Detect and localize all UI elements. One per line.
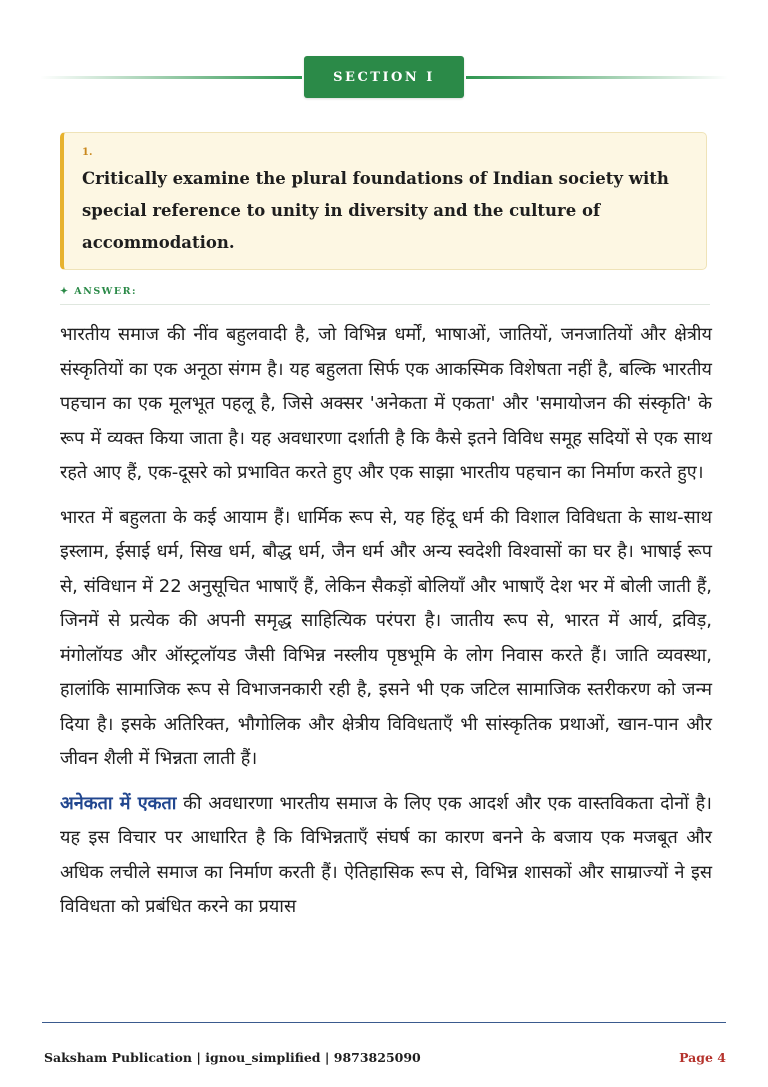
answer-paragraph-2: भारत में बहुलता के कई आयाम हैं। धार्मिक रूप से, यह हिंदू धर्म की विशाल विविधता के साथ-साथ इस्लाम, ईसाई धर्म, सिख धर्म, बौद्ध धर्म, जैन धर्म और अन्य स्वदेशी विश्वासों का घर है। भाषाई रूप से, संविधान में 22 अनुसूचित भाषाएँ हैं, लेकिन सैकड़ों बोलियाँ और भाषाएँ देश भर में बोली जाती हैं, जिनमें से प्रत्येक की अपनी समृद्ध साहित्यिक परंपरा है। जातीय रूप से, भारत में आर्य, द्रविड़, मंगोलॉयड और ऑस्ट्रलॉयड जैसी विभिन्न नस्लीय पृष्ठभूमि के लोग निवास करते हैं। जाति व्यवस्था, हालांकि सामाजिक रूप से विभाजनकारी रही है, इसने भी एक जटिल सामाजिक स्तरीकरण को जन्म दिया है। इसके अतिरिक्त, भौगोलिक और क्षेत्रीय विविधताएँ भी सांस्कृतिक प्रथाओं, खान-पान और जीवन शैली में भिन्नता लाती हैं। <box>60 506 712 769</box>
answer-label: ✦ ANSWER: <box>60 286 137 297</box>
highlighted-term: अनेकता में एकता <box>60 792 177 814</box>
footer-divider <box>42 1022 726 1023</box>
answer-paragraph-3 <box>60 787 712 925</box>
question-number: 1. <box>82 147 93 158</box>
question-text: Critically examine the plural foundations of Indian society with special reference to unity in diversity and the culture of accommodation. <box>82 169 669 252</box>
question-box <box>60 132 707 270</box>
page-number: Page 4 <box>679 1050 726 1065</box>
answer-divider <box>60 304 710 305</box>
section-divider-left <box>40 76 302 79</box>
section-header <box>40 56 728 98</box>
footer-publisher: Saksham Publication | ignou_simplified | 9873825090 <box>44 1050 421 1065</box>
answer-body <box>60 318 712 935</box>
section-divider-right <box>466 76 728 79</box>
answer-paragraph-1: भारतीय समाज की नींव बहुलवादी है, जो विभिन्न धर्मों, भाषाओं, जातियों, जनजातियों और क्षेत्रीय संस्कृतियों का एक अनूठा संगम है। यह बहुलता सिर्फ एक आकस्मिक विशेषता नहीं है, बल्कि भारतीय पहचान का एक मूलभूत पहलू है, जिसे अक्सर 'अनेकता में एकता' और 'समायोजन की संस्कृति' के रूप में व्यक्त किया जाता है। यह अवधारणा दर्शाती है कि कैसे इतने विविध समूह सदियों से एक साथ रहते आए हैं, एक-दूसरे को प्रभावित करते हुए और एक साझा भारतीय पहचान का निर्माण करते हुए। <box>60 324 712 483</box>
paragraph-3-text: की अवधारणा भारतीय समाज के लिए एक आदर्श और एक वास्तविकता दोनों है। यह इस विचार पर आधारित है कि विभिन्नताएँ संघर्ष का कारण बनने के बजाय एक मजबूत और अधिक लचीले समाज का निर्माण करती हैं। ऐतिहासिक रूप से, विभिन्न शासकों और साम्राज्यों ने इस विविधता को प्रबंधित करने का प्रयास <box>60 792 712 917</box>
section-badge: SECTION I <box>304 56 464 98</box>
